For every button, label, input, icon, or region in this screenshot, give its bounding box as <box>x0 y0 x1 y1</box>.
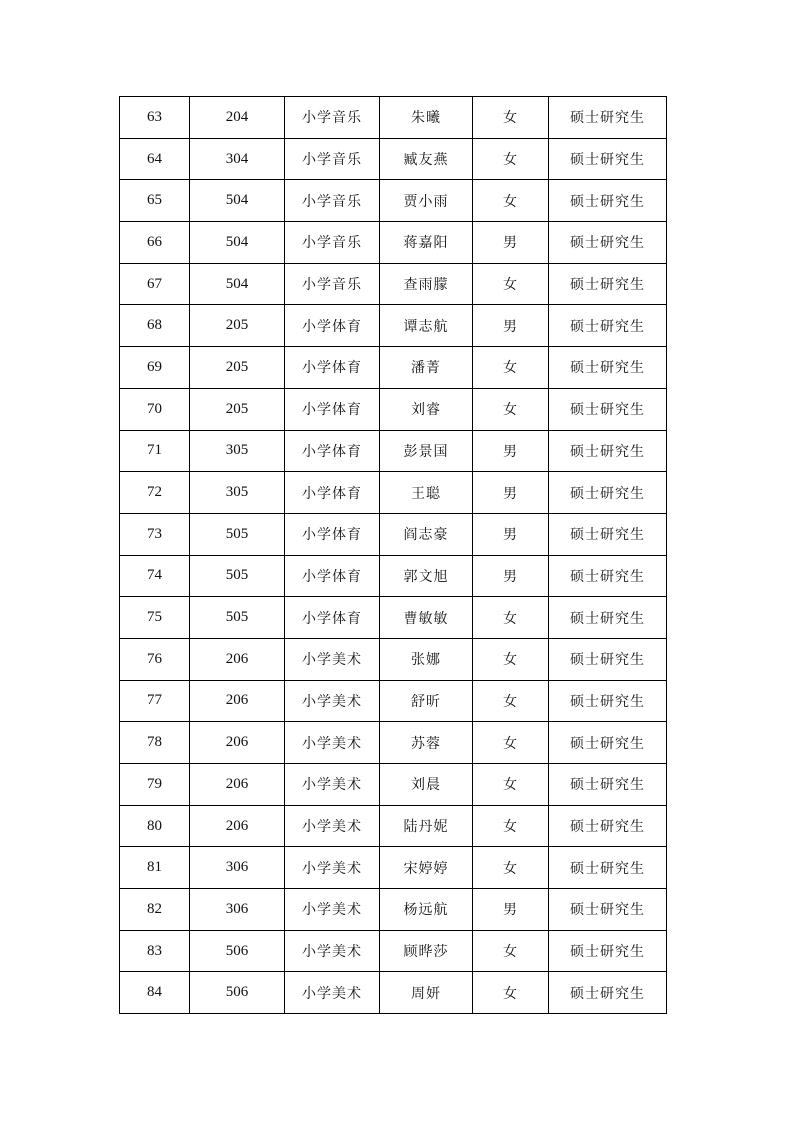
degree-cell: 硕士研究生 <box>549 930 667 972</box>
position-code-cell: 206 <box>190 638 285 680</box>
row-number-cell: 80 <box>120 805 190 847</box>
degree-cell: 硕士研究生 <box>549 847 667 889</box>
degree-cell: 硕士研究生 <box>549 555 667 597</box>
position-code-cell: 505 <box>190 513 285 555</box>
table-row <box>120 430 667 472</box>
position-code-cell: 206 <box>190 764 285 806</box>
row-number-cell: 65 <box>120 180 190 222</box>
table-row <box>120 930 667 972</box>
row-number-cell: 76 <box>120 638 190 680</box>
row-number-cell: 81 <box>120 847 190 889</box>
degree-cell: 硕士研究生 <box>549 138 667 180</box>
degree-cell: 硕士研究生 <box>549 472 667 514</box>
name-cell: 张娜 <box>380 638 473 680</box>
name-cell: 阎志豪 <box>380 513 473 555</box>
position-code-cell: 306 <box>190 889 285 931</box>
subject-cell: 小学体育 <box>285 347 380 389</box>
name-cell: 查雨朦 <box>380 263 473 305</box>
subject-cell: 小学美术 <box>285 930 380 972</box>
roster-table-body <box>120 97 667 1014</box>
gender-cell: 女 <box>473 97 549 139</box>
position-code-cell: 304 <box>190 138 285 180</box>
name-cell: 臧友燕 <box>380 138 473 180</box>
degree-cell: 硕士研究生 <box>549 889 667 931</box>
degree-cell: 硕士研究生 <box>549 513 667 555</box>
gender-cell: 女 <box>473 597 549 639</box>
gender-cell: 女 <box>473 764 549 806</box>
degree-cell: 硕士研究生 <box>549 638 667 680</box>
position-code-cell: 504 <box>190 263 285 305</box>
degree-cell: 硕士研究生 <box>549 805 667 847</box>
gender-cell: 女 <box>473 722 549 764</box>
table-row <box>120 722 667 764</box>
name-cell: 刘晨 <box>380 764 473 806</box>
row-number-cell: 66 <box>120 222 190 264</box>
table-row <box>120 263 667 305</box>
name-cell: 杨远航 <box>380 889 473 931</box>
gender-cell: 女 <box>473 680 549 722</box>
table-row <box>120 513 667 555</box>
gender-cell: 女 <box>473 180 549 222</box>
gender-cell: 女 <box>473 138 549 180</box>
row-number-cell: 83 <box>120 930 190 972</box>
position-code-cell: 504 <box>190 180 285 222</box>
subject-cell: 小学美术 <box>285 764 380 806</box>
degree-cell: 硕士研究生 <box>549 347 667 389</box>
row-number-cell: 74 <box>120 555 190 597</box>
table-row <box>120 638 667 680</box>
subject-cell: 小学美术 <box>285 972 380 1014</box>
gender-cell: 女 <box>473 638 549 680</box>
gender-cell: 女 <box>473 347 549 389</box>
gender-cell: 女 <box>473 805 549 847</box>
table-row <box>120 555 667 597</box>
degree-cell: 硕士研究生 <box>549 722 667 764</box>
name-cell: 陆丹妮 <box>380 805 473 847</box>
subject-cell: 小学体育 <box>285 388 380 430</box>
position-code-cell: 305 <box>190 430 285 472</box>
name-cell: 曹敏敏 <box>380 597 473 639</box>
subject-cell: 小学美术 <box>285 722 380 764</box>
name-cell: 郭文旭 <box>380 555 473 597</box>
row-number-cell: 78 <box>120 722 190 764</box>
gender-cell: 女 <box>473 847 549 889</box>
subject-cell: 小学美术 <box>285 889 380 931</box>
degree-cell: 硕士研究生 <box>549 263 667 305</box>
position-code-cell: 205 <box>190 347 285 389</box>
table-row <box>120 889 667 931</box>
subject-cell: 小学音乐 <box>285 138 380 180</box>
row-number-cell: 82 <box>120 889 190 931</box>
row-number-cell: 77 <box>120 680 190 722</box>
table-row <box>120 180 667 222</box>
position-code-cell: 506 <box>190 930 285 972</box>
position-code-cell: 205 <box>190 388 285 430</box>
subject-cell: 小学音乐 <box>285 97 380 139</box>
degree-cell: 硕士研究生 <box>549 388 667 430</box>
gender-cell: 男 <box>473 889 549 931</box>
degree-cell: 硕士研究生 <box>549 180 667 222</box>
name-cell: 苏蓉 <box>380 722 473 764</box>
row-number-cell: 70 <box>120 388 190 430</box>
row-number-cell: 64 <box>120 138 190 180</box>
degree-cell: 硕士研究生 <box>549 972 667 1014</box>
subject-cell: 小学美术 <box>285 638 380 680</box>
subject-cell: 小学美术 <box>285 847 380 889</box>
name-cell: 宋婷婷 <box>380 847 473 889</box>
table-row <box>120 347 667 389</box>
degree-cell: 硕士研究生 <box>549 430 667 472</box>
position-code-cell: 305 <box>190 472 285 514</box>
position-code-cell: 506 <box>190 972 285 1014</box>
degree-cell: 硕士研究生 <box>549 680 667 722</box>
degree-cell: 硕士研究生 <box>549 97 667 139</box>
degree-cell: 硕士研究生 <box>549 305 667 347</box>
gender-cell: 男 <box>473 555 549 597</box>
gender-cell: 女 <box>473 930 549 972</box>
degree-cell: 硕士研究生 <box>549 222 667 264</box>
subject-cell: 小学音乐 <box>285 222 380 264</box>
name-cell: 朱曦 <box>380 97 473 139</box>
name-cell: 蒋嘉阳 <box>380 222 473 264</box>
table-row <box>120 597 667 639</box>
roster-table <box>119 96 667 1014</box>
subject-cell: 小学体育 <box>285 513 380 555</box>
name-cell: 谭志航 <box>380 305 473 347</box>
gender-cell: 男 <box>473 222 549 264</box>
name-cell: 周妍 <box>380 972 473 1014</box>
subject-cell: 小学音乐 <box>285 180 380 222</box>
row-number-cell: 67 <box>120 263 190 305</box>
position-code-cell: 206 <box>190 680 285 722</box>
table-row <box>120 388 667 430</box>
gender-cell: 女 <box>473 263 549 305</box>
row-number-cell: 75 <box>120 597 190 639</box>
name-cell: 舒昕 <box>380 680 473 722</box>
gender-cell: 女 <box>473 388 549 430</box>
gender-cell: 男 <box>473 472 549 514</box>
position-code-cell: 504 <box>190 222 285 264</box>
position-code-cell: 206 <box>190 722 285 764</box>
row-number-cell: 72 <box>120 472 190 514</box>
table-row <box>120 805 667 847</box>
row-number-cell: 79 <box>120 764 190 806</box>
name-cell: 贾小雨 <box>380 180 473 222</box>
table-row <box>120 305 667 347</box>
name-cell: 刘睿 <box>380 388 473 430</box>
position-code-cell: 206 <box>190 805 285 847</box>
table-row <box>120 764 667 806</box>
subject-cell: 小学体育 <box>285 305 380 347</box>
table-row <box>120 847 667 889</box>
gender-cell: 女 <box>473 972 549 1014</box>
gender-cell: 男 <box>473 513 549 555</box>
table-row <box>120 138 667 180</box>
row-number-cell: 69 <box>120 347 190 389</box>
subject-cell: 小学体育 <box>285 430 380 472</box>
position-code-cell: 505 <box>190 555 285 597</box>
subject-cell: 小学音乐 <box>285 263 380 305</box>
name-cell: 彭景国 <box>380 430 473 472</box>
table-row <box>120 97 667 139</box>
position-code-cell: 204 <box>190 97 285 139</box>
subject-cell: 小学体育 <box>285 597 380 639</box>
subject-cell: 小学体育 <box>285 555 380 597</box>
name-cell: 顾晔莎 <box>380 930 473 972</box>
position-code-cell: 505 <box>190 597 285 639</box>
row-number-cell: 71 <box>120 430 190 472</box>
table-row <box>120 222 667 264</box>
degree-cell: 硕士研究生 <box>549 764 667 806</box>
row-number-cell: 73 <box>120 513 190 555</box>
subject-cell: 小学美术 <box>285 680 380 722</box>
row-number-cell: 63 <box>120 97 190 139</box>
table-row <box>120 680 667 722</box>
gender-cell: 男 <box>473 430 549 472</box>
table-row <box>120 972 667 1014</box>
position-code-cell: 306 <box>190 847 285 889</box>
name-cell: 王聪 <box>380 472 473 514</box>
subject-cell: 小学体育 <box>285 472 380 514</box>
row-number-cell: 68 <box>120 305 190 347</box>
row-number-cell: 84 <box>120 972 190 1014</box>
position-code-cell: 205 <box>190 305 285 347</box>
name-cell: 潘菁 <box>380 347 473 389</box>
degree-cell: 硕士研究生 <box>549 597 667 639</box>
gender-cell: 男 <box>473 305 549 347</box>
table-row <box>120 472 667 514</box>
subject-cell: 小学美术 <box>285 805 380 847</box>
